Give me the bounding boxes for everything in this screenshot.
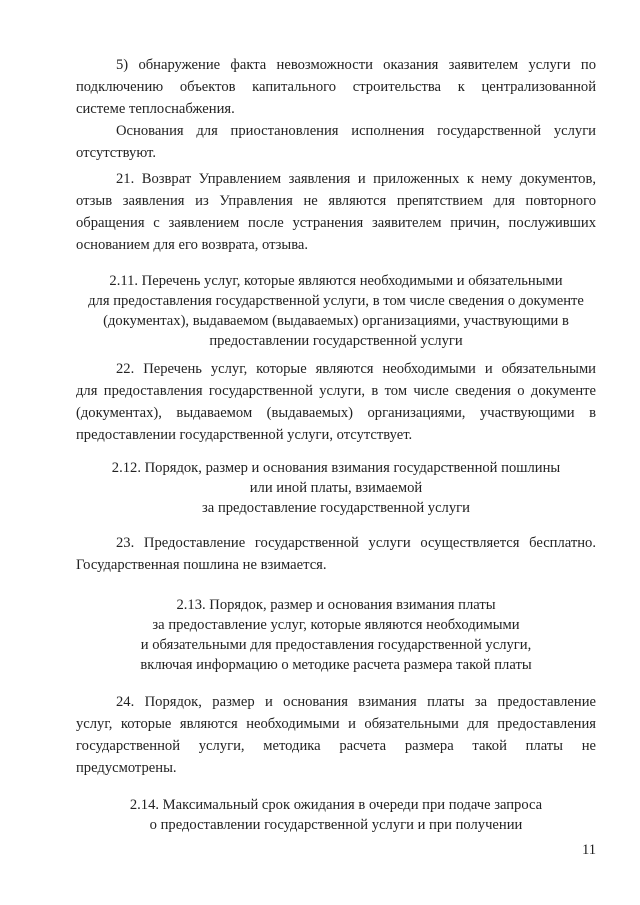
section-heading-2-11: для предоставления государственной услуги, в том числе сведения о документе — [88, 293, 584, 309]
section-heading-2-13: 2.13. Порядок, размер и основания взимания платы — [176, 597, 496, 613]
paragraph-24-line: предусмотрены. — [76, 760, 177, 776]
paragraph-23-line: Государственная пошлина не взимается. — [76, 557, 327, 573]
section-heading-2-12: или иной платы, взимаемой — [249, 480, 423, 496]
paragraph-22-line: (документах), выдаваемом (выдаваемых) организациями, участвующими в — [76, 405, 596, 421]
paragraph-22-line: 22. Перечень услуг, которые являются необходимыми и обязательными — [116, 361, 596, 377]
paragraph-22-line: для предоставления государственной услуги, в том числе сведения о документе — [76, 383, 596, 399]
section-heading-2-11: (документах), выдаваемом (выдаваемых) организациями, участвующими в — [103, 313, 569, 329]
text-line: 5) обнаружение факта невозможности оказания заявителем услуги по — [116, 57, 596, 73]
section-heading-2-12: за предоставление государственной услуги — [202, 500, 470, 516]
section-heading-2-13: и обязательными для предоставления государственной услуги, — [140, 637, 532, 653]
page-number: 11 — [581, 842, 596, 858]
section-heading-2-13: включая информацию о методике расчета размера такой платы — [140, 657, 532, 673]
text-line: Основания для приостановления исполнения государственной услуги — [116, 123, 596, 139]
paragraph-24-line: 24. Порядок, размер и основания взимания платы за предоставление — [116, 694, 596, 710]
text-line: системе теплоснабжения. — [76, 101, 235, 117]
section-heading-2-14: о предоставлении государственной услуги и при получении — [149, 817, 523, 833]
paragraph-24-line: государственной услуги, методика расчета размера такой платы не — [76, 738, 596, 754]
section-heading-2-12: 2.12. Порядок, размер и основания взимания государственной пошлины — [111, 460, 561, 476]
section-heading-2-13: за предоставление услуг, которые являются необходимыми — [152, 617, 520, 633]
paragraph-21-line: отзыв заявления из Управления не являются препятствием для повторного — [76, 193, 596, 209]
paragraph-22-line: предоставлении государственной услуги, отсутствует. — [76, 427, 413, 443]
paragraph-24-line: услуг, которые являются необходимыми и обязательными для предоставления — [76, 716, 596, 732]
text-line: подключению объектов капитального строительства к централизованной — [76, 79, 596, 95]
paragraph-21-line: 21. Возврат Управлением заявления и приложенных к нему документов, — [116, 171, 596, 187]
paragraph-23-line: 23. Предоставление государственной услуги осуществляется бесплатно. — [116, 535, 596, 551]
text-line: отсутствуют. — [76, 145, 156, 161]
paragraph-21-line: обращения с заявлением после устранения заявителем причин, послуживших — [76, 215, 596, 231]
section-heading-2-14: 2.14. Максимальный срок ожидания в очереди при подаче запроса — [129, 797, 543, 813]
paragraph-21-line: основанием для его возврата, отзыва. — [76, 237, 309, 253]
section-heading-2-11: 2.11. Перечень услуг, которые являются необходимыми и обязательными — [109, 273, 563, 289]
section-heading-2-11: предоставлении государственной услуги — [209, 333, 463, 349]
